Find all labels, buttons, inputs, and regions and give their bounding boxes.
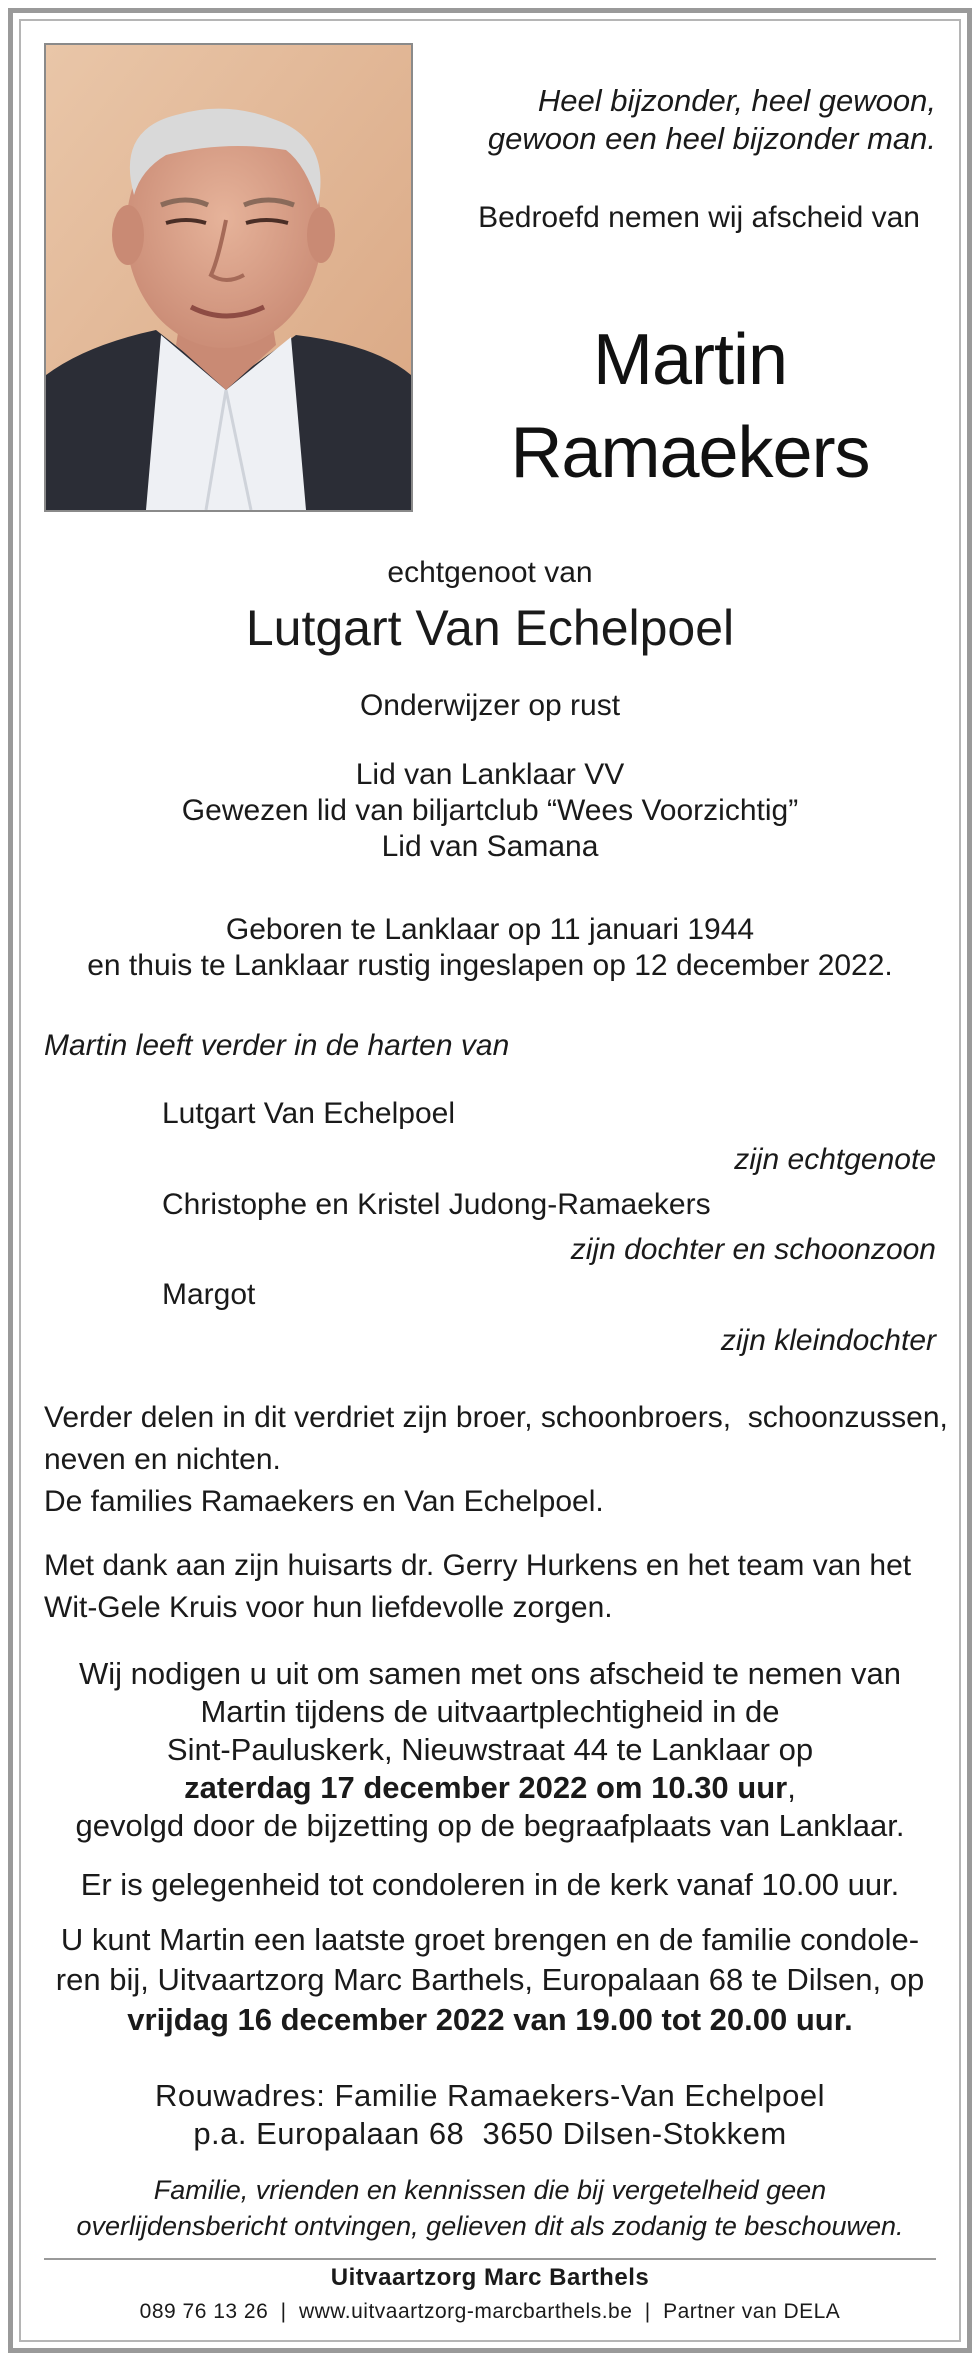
memberships bbox=[30, 757, 950, 865]
visitation-line-1: U kunt Martin een laatste groet brengen en de familie condole- bbox=[60, 1922, 920, 1957]
visitation-date-bold: vrijdag 16 december 2022 van 19.00 tot 20.00 uur. bbox=[127, 2002, 853, 2037]
visitation-line-2: ren bij, Uitvaartzorg Marc Barthels, Europalaan 68 te Dilsen, op bbox=[55, 1962, 925, 1997]
thanks-paragraph bbox=[44, 1545, 944, 1629]
survivors-intro: Martin leeft verder in de harten van bbox=[44, 1029, 510, 1062]
intro-text: Bedroefd nemen wij afscheid van bbox=[478, 201, 920, 234]
deceased-last-name: Ramaekers bbox=[510, 413, 870, 493]
address-line-2: p.a. Europalaan 68 3650 Dilsen-Stokkem bbox=[193, 2116, 787, 2151]
condolence-text: Er is gelegenheid tot condoleren in de kerk vanaf 10.00 uur. bbox=[80, 1867, 900, 1902]
footer-divider bbox=[44, 2258, 936, 2260]
others-line-2: neven en nichten. bbox=[44, 1443, 281, 1476]
survivor-relation: zijn kleindochter bbox=[720, 1324, 936, 1357]
mourning-address bbox=[30, 2077, 950, 2153]
survivor-relation: zijn echtgenote bbox=[734, 1143, 936, 1176]
others-line-3: De families Ramaekers en Van Echelpoel. bbox=[44, 1485, 604, 1518]
portrait-photo bbox=[44, 43, 413, 512]
thanks-line-2: Wit-Gele Kruis voor hun liefdevolle zorgen. bbox=[44, 1591, 613, 1624]
membership-item: Lid van Samana bbox=[381, 830, 599, 863]
death-date: en thuis te Lanklaar rustig ingeslapen op 12 december 2022. bbox=[87, 949, 893, 982]
footer-partner: Partner van DELA bbox=[663, 2300, 841, 2323]
occupation: Onderwijzer op rust bbox=[359, 689, 621, 722]
ceremony-line-1: Wij nodigen u uit om samen met ons afscheid te nemen van bbox=[79, 1656, 901, 1691]
poem-line-2: gewoon een heel bijzonder man. bbox=[487, 121, 936, 156]
membership-item: Lid van Lanklaar VV bbox=[355, 758, 625, 791]
footer-separator: | bbox=[644, 2300, 651, 2323]
funeral-home-name: Uitvaartzorg Marc Barthels bbox=[330, 2264, 650, 2291]
poem-line-1: Heel bijzonder, heel gewoon, bbox=[537, 83, 936, 118]
spouse-name: Lutgart Van Echelpoel bbox=[245, 600, 735, 656]
notice-line-1: Familie, vrienden en kennissen die bij vergetelheid geen bbox=[153, 2175, 827, 2205]
thanks-line-1: Met dank aan zijn huisarts dr. Gerry Hurkens en het team van het bbox=[44, 1549, 912, 1582]
ceremony-date-suffix: , bbox=[787, 1770, 796, 1805]
survivor-name: Margot bbox=[162, 1278, 256, 1311]
life-dates bbox=[30, 912, 950, 984]
survivor-name: Christophe en Kristel Judong-Ramaekers bbox=[162, 1188, 711, 1221]
footer-website-link[interactable]: www.uitvaartzorg-marcbarthels.be bbox=[298, 2300, 633, 2323]
ceremony-date bbox=[30, 1769, 950, 1807]
address-line-1: Rouwadres: Familie Ramaekers-Van Echelpoel bbox=[155, 2078, 825, 2113]
footer-phone: 089 76 13 26 bbox=[139, 2300, 269, 2323]
ceremony-date-bold: zaterdag 17 december 2022 om 10.30 uur bbox=[184, 1770, 788, 1805]
footer-contact bbox=[30, 2299, 950, 2325]
notice-line-2: overlijdensbericht ontvingen, gelieven dit als zodanig te beschouwen. bbox=[76, 2211, 904, 2241]
spouse-label: echtgenoot van bbox=[387, 556, 593, 589]
others-paragraph bbox=[44, 1397, 948, 1523]
footer-separator: | bbox=[280, 2300, 287, 2323]
membership-item: Gewezen lid van biljartclub “Wees Voorzichtig” bbox=[181, 794, 799, 827]
survivor-name: Lutgart Van Echelpoel bbox=[162, 1097, 455, 1130]
survivor-relation: zijn dochter en schoonzoon bbox=[570, 1233, 936, 1266]
birth-date: Geboren te Lanklaar op 11 januari 1944 bbox=[225, 913, 755, 946]
deceased-first-name: Martin bbox=[592, 320, 788, 400]
others-line-1: Verder delen in dit verdriet zijn broer, schoonbroers, schoonzussen, bbox=[44, 1401, 948, 1434]
visitation-paragraph bbox=[30, 1920, 950, 2040]
ceremony-line-3: Sint-Pauluskerk, Nieuwstraat 44 te Lanklaar op bbox=[166, 1732, 814, 1767]
notice-paragraph bbox=[30, 2172, 950, 2244]
ceremony-line-5: gevolgd door de bijzetting op de begraafplaats van Lanklaar. bbox=[75, 1808, 905, 1843]
ceremony-paragraph bbox=[30, 1655, 950, 1845]
portrait-illustration bbox=[46, 45, 411, 510]
poem bbox=[440, 82, 936, 158]
visitation-date bbox=[30, 2000, 950, 2040]
ceremony-line-2: Martin tijdens de uitvaartplechtigheid in de bbox=[200, 1694, 780, 1729]
